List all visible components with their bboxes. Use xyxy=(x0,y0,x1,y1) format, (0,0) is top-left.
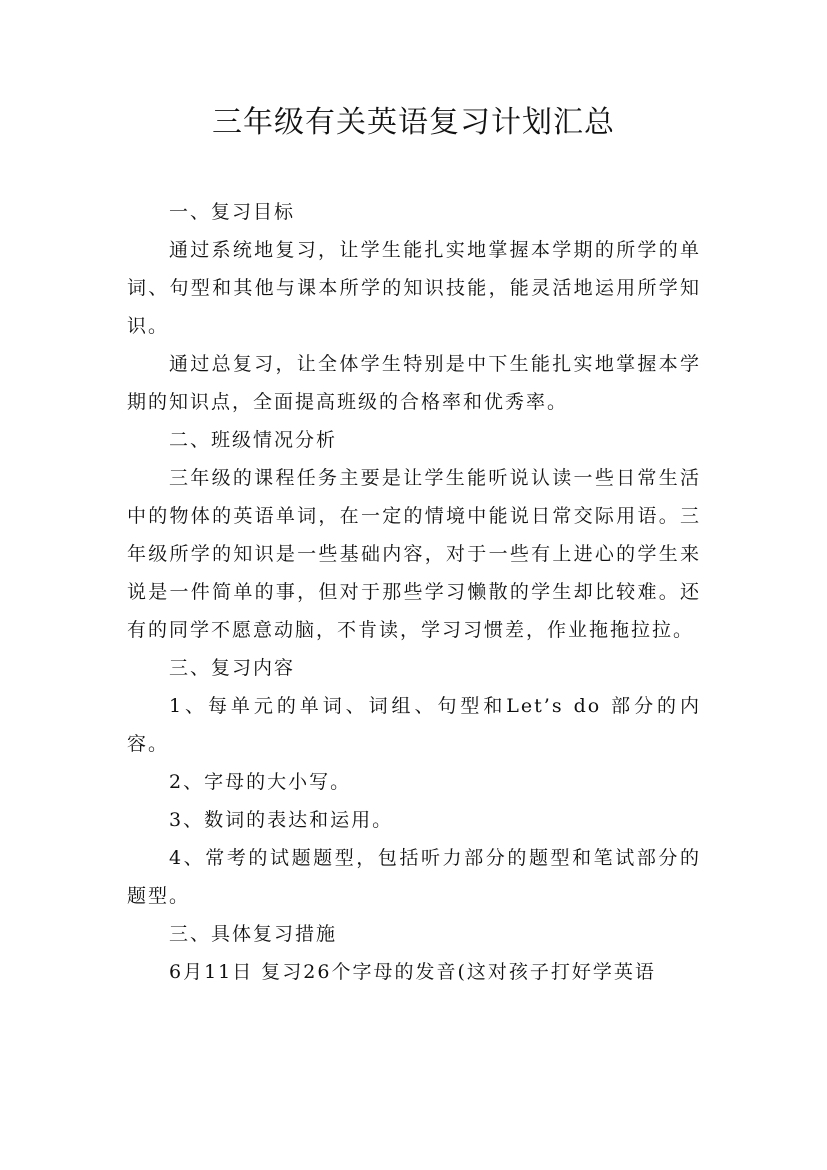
document-title: 三年级有关英语复习计划汇总 xyxy=(212,105,615,140)
paragraph-goal-2: 通过总复习，让全体学生特别是中下生能扎实地掌握本学期的知识点，全面提高班级的合格率和优秀率。 xyxy=(127,353,701,413)
section-heading-goals: 一、复习目标 xyxy=(169,201,296,223)
paragraph-measure-1: 6月11日 复习26个字母的发音(这对孩子打好学英语 xyxy=(169,961,656,983)
list-item-content-4: 4、常考的试题题型，包括听力部分的题型和笔试部分的题型。 xyxy=(127,847,701,907)
paragraph-goal-1: 通过系统地复习，让学生能扎实地掌握本学期的所学的单词、句型和其他与课本所学的知识技能，能灵活地运用所学知识。 xyxy=(127,239,701,337)
section-heading-class-analysis: 二、班级情况分析 xyxy=(169,429,338,451)
paragraph-class-analysis: 三年级的课程任务主要是让学生能听说认读一些日常生活中的物体的英语单词，在一定的情境中能说日常交际用语。三年级所学的知识是一些基础内容，对于一些有上进心的学生来说是一件简单的事，但对于那些学习懒散的学生却比较难。还有的同学不愿意动脑，不肯读，学习习惯差，作业拖拖拉拉。 xyxy=(127,467,701,641)
document-body xyxy=(127,193,701,991)
section-heading-measures: 三、具体复习措施 xyxy=(169,923,338,945)
list-item-content-2: 2、字母的大小写。 xyxy=(169,771,352,793)
list-item-content-3: 3、数词的表达和运用。 xyxy=(169,809,394,831)
section-heading-review-content: 三、复习内容 xyxy=(169,657,296,679)
list-item-content-1: 1、每单元的单词、词组、句型和Let’s do 部分的内容。 xyxy=(127,695,701,755)
